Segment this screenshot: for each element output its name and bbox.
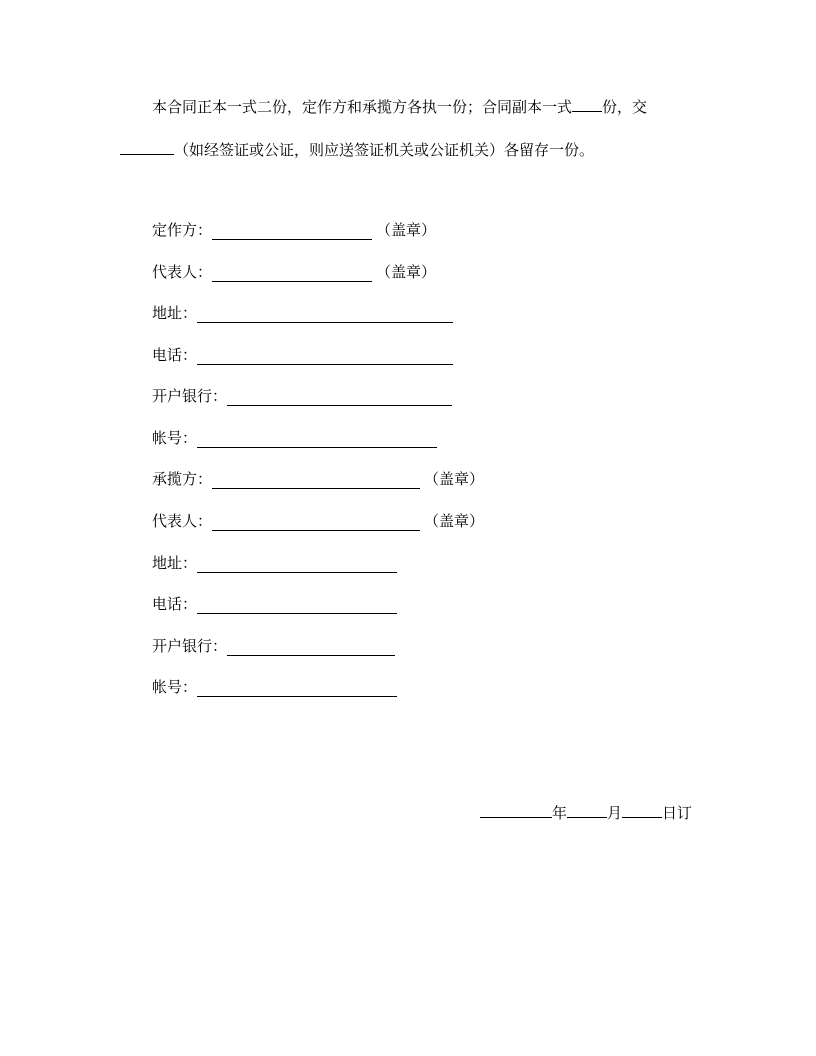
party-a-address-blank	[197, 307, 453, 323]
day-label: 日订	[662, 804, 693, 822]
closing-text-c: （如经签证或公证，则应送签证机关或公证机关）各留存一份。	[174, 141, 595, 159]
party-b-bank-row	[152, 636, 395, 656]
party-a-name-row	[152, 220, 436, 240]
closing-text-a: 本合同正本一式二份，定作方和承揽方各执一份；合同副本一式	[152, 98, 573, 116]
party-b-phone-blank	[197, 598, 397, 614]
party-a-phone-row	[152, 345, 453, 365]
party-b-phone-row	[152, 594, 397, 614]
party-b-bank-blank	[227, 640, 395, 656]
party-b-phone-label: 电话：	[152, 595, 198, 613]
party-b-rep-label: 代表人：	[152, 512, 213, 530]
party-a-bank-blank	[227, 390, 452, 406]
party-b-name-row	[152, 469, 484, 489]
month-label: 月	[607, 804, 623, 822]
party-a-account-row	[152, 428, 437, 448]
year-blank	[480, 802, 552, 818]
party-b-name-label: 承揽方：	[152, 470, 213, 488]
party-a-bank-row	[152, 386, 452, 406]
party-a-rep-seal: （盖章）	[376, 263, 437, 281]
party-b-address-blank	[197, 557, 397, 573]
party-b-account-label: 帐号：	[152, 678, 198, 696]
month-blank	[567, 802, 607, 818]
party-b-rep-seal: （盖章）	[424, 512, 485, 530]
party-a-account-label: 帐号：	[152, 429, 198, 447]
party-b-account-blank	[197, 681, 397, 697]
party-b-rep-row	[152, 511, 484, 531]
party-a-bank-label: 开户银行：	[152, 387, 228, 405]
party-a-phone-blank	[197, 349, 453, 365]
party-b-rep-blank	[212, 515, 420, 531]
party-b-account-row	[152, 677, 397, 697]
party-b-bank-label: 开户银行：	[152, 637, 228, 655]
party-b-address-label: 地址：	[152, 554, 198, 572]
party-a-phone-label: 电话：	[152, 346, 198, 364]
party-a-rep-row	[152, 262, 436, 282]
party-b-name-blank	[212, 473, 420, 489]
year-label: 年	[552, 804, 568, 822]
closing-line-2	[120, 139, 594, 160]
party-a-account-blank	[197, 432, 437, 448]
party-b-name-seal: （盖章）	[424, 470, 485, 488]
date-line	[480, 802, 692, 823]
closing-text-b: 份，交	[602, 98, 648, 116]
party-b-address-row	[152, 553, 397, 573]
recipient-blank	[120, 139, 174, 155]
party-a-address-label: 地址：	[152, 304, 198, 322]
closing-line-1	[152, 96, 647, 117]
party-a-name-blank	[212, 224, 372, 240]
party-a-name-seal: （盖章）	[376, 221, 437, 239]
copies-blank	[572, 96, 602, 112]
day-blank	[622, 802, 662, 818]
party-a-name-label: 定作方：	[152, 221, 213, 239]
party-a-rep-label: 代表人：	[152, 263, 213, 281]
party-a-address-row	[152, 303, 453, 323]
party-a-rep-blank	[212, 266, 372, 282]
